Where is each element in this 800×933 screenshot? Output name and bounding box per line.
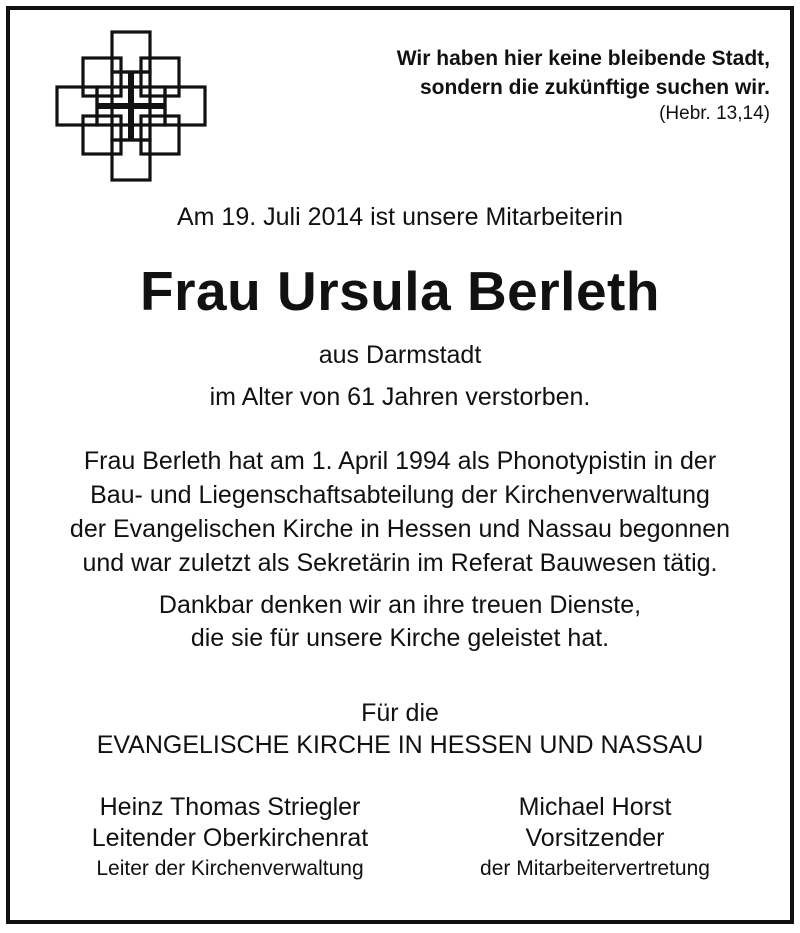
- signatory-title: Vorsitzender: [525, 824, 665, 852]
- signatory-left: [30, 792, 430, 883]
- thanks-line: die sie für unsere Kirche geleistet hat.: [190, 624, 610, 652]
- verse-reference: (Hebr. 13,14): [659, 103, 770, 124]
- signatory-title: Leitender Oberkirchenrat: [91, 824, 369, 852]
- biography-paragraph: [0, 444, 800, 580]
- biography-line: der Evangelischen Kirche in Hessen und Nassau begonnen: [69, 515, 731, 543]
- age-line: im Alter von 61 Jahren verstorben.: [209, 383, 591, 411]
- verse-line-1: Wir haben hier keine bleibende Stadt,: [396, 47, 770, 70]
- thanks-line: Dankbar denken wir an ihre treuen Dienste,: [158, 591, 642, 619]
- organization-name: EVANGELISCHE KIRCHE IN HESSEN UND NASSAU: [96, 731, 704, 759]
- bible-verse: [397, 44, 770, 102]
- signatory-right: [395, 792, 795, 883]
- signatory-department: der Mitarbeitervertretung: [480, 857, 710, 880]
- verse-line-2: sondern die zukünftige suchen wir.: [419, 76, 770, 99]
- biography-line: und war zuletzt als Sekretärin im Referat Bauwesen tätig.: [82, 549, 718, 577]
- signatory-name: Michael Horst: [518, 793, 672, 821]
- biography-line: Frau Berleth hat am 1. April 1994 als Phonotypistin in der: [83, 447, 717, 475]
- intro-line: Am 19. Juli 2014 ist unsere Mitarbeiterin: [176, 203, 624, 231]
- signatory-name: Heinz Thomas Striegler: [99, 793, 361, 821]
- cross-icon: [55, 30, 207, 182]
- thanks-paragraph: [0, 589, 800, 655]
- signatory-department: Leiter der Kirchenverwaltung: [96, 857, 364, 880]
- deceased-name: Frau Ursula Berleth: [140, 260, 660, 322]
- for-label: Für die: [361, 699, 439, 727]
- biography-line: Bau- und Liegenschaftsabteilung der Kirchenverwaltung: [90, 481, 710, 509]
- origin-line: aus Darmstadt: [318, 341, 482, 369]
